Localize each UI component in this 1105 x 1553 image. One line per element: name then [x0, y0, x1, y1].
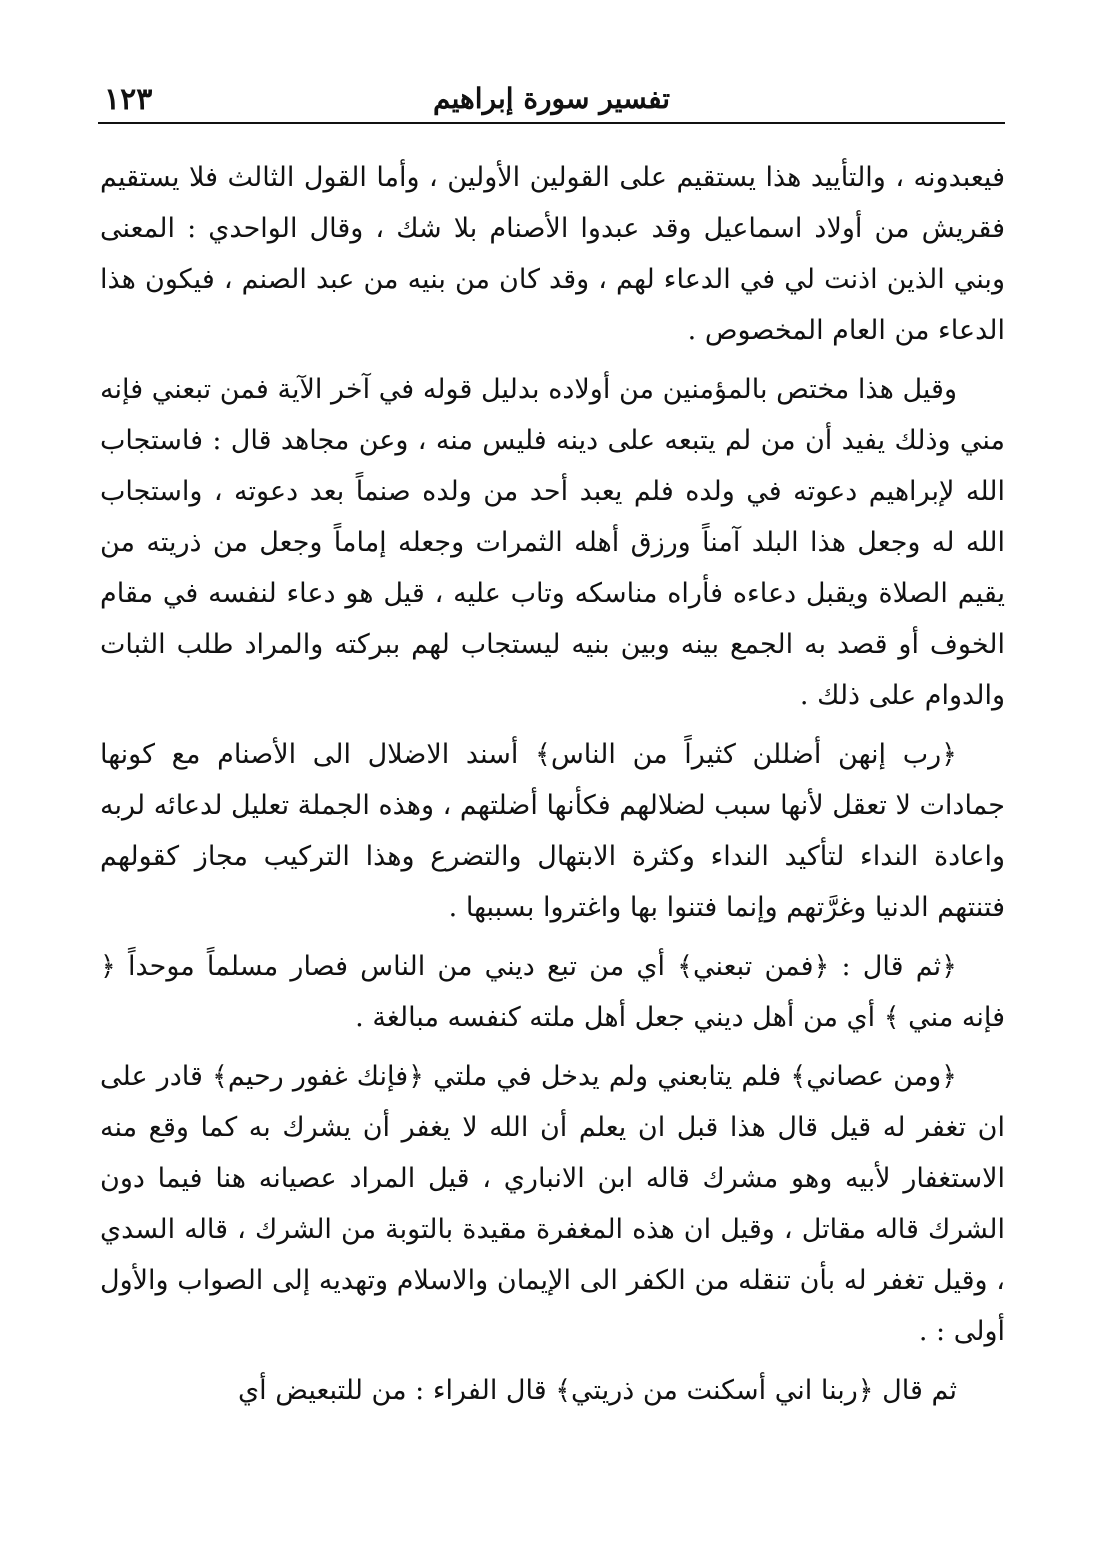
page-number: ١٢٣ [104, 82, 153, 117]
running-title: تفسير سورة إبراهيم [432, 82, 671, 115]
page-header [98, 78, 1005, 122]
header-divider [98, 122, 1005, 124]
body-text [100, 152, 1005, 1424]
paragraph-4: ﴿ثم قال : ﴿فمن تبعني﴾ أي من تبع ديني من الناس فصار مسلماً موحداً ﴿ فإنه مني ﴾ أي من أهل ديني جعل أهل ملته كنفسه مبالغة . [100, 951, 1005, 1033]
paragraph-3: ﴿رب إنهن أضللن كثيراً من الناس﴾ أسند الاضلال الى الأصنام مع كونها جمادات لا تعقل لأنها سبب لضلالهم فكأنها أضلتهم ، وهذه الجملة تعليل لدعائه لربه واعادة النداء لتأكيد النداء وكثرة الابتهال والتضرع وهذا التركيب مجاز كقولهم فتنتهم الدنيا وغرَّتهم وإنما فتنوا بها واغتروا بسببها . [100, 739, 1005, 923]
paragraph-5: ﴿ومن عصاني﴾ فلم يتابعني ولم يدخل في ملتي ﴿فإنك غفور رحيم﴾ قادر على ان تغفر له قيل قال هذا قبل ان يعلم أن الله لا يغفر أن يشرك به كما وقع منه الاستغفار لأبيه وهو مشرك قاله ابن الانباري ، قيل المراد عصيانه هنا فيما دون الشرك قاله مقاتل ، وقيل ان هذه المغفرة مقيدة بالتوبة من الشرك ، قاله السدي ، وقيل تغفر له بأن تنقله من الكفر الى الإيمان والاسلام وتهديه إلى الصواب والأول أولى : . [100, 1061, 1005, 1347]
paragraph-6: ثم قال ﴿ربنا اني أسكنت من ذريتي﴾ قال الفراء : من للتبعيض أي [238, 1375, 957, 1406]
paragraph-1: فيعبدونه ، والتأييد هذا يستقيم على القولين الأولين ، وأما القول الثالث فلا يستقيم فقريش من أولاد اسماعيل وقد عبدوا الأصنام بلا شك ، وقال الواحدي : المعنى وبني الذين اذنت لي في الدعاء لهم ، وقد كان من بنيه من عبد الصنم ، فيكون هذا الدعاء من العام المخصوص . [100, 162, 1005, 346]
paragraph-2: وقيل هذا مختص بالمؤمنين من أولاده بدليل قوله في آخر الآية فمن تبعني فإنه مني وذلك يفيد أن من لم يتبعه على دينه فليس منه ، وعن مجاهد قال : فاستجاب الله لإبراهيم دعوته في ولده فلم يعبد أحد من ولده صنماً بعد دعوته ، واستجاب الله له وجعل هذا البلد آمناً ورزق أهله الثمرات وجعله إماماً وجعل من ذريته من يقيم الصلاة ويقبل دعاءه فأراه مناسكه وتاب عليه ، قيل هو دعاء لنفسه في مقام الخوف أو قصد به الجمع بينه وبين بنيه ليستجاب لهم ببركته والمراد طلب الثبات والدوام على ذلك . [100, 374, 1005, 711]
